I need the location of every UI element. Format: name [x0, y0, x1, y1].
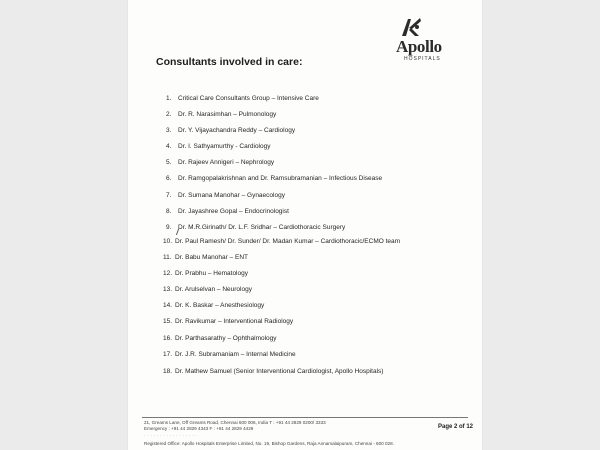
list-item: 7. Dr. Sumana Manohar – Gynaecology [166, 192, 285, 199]
list-item: 2. Dr. R. Narasimhan – Pulmonology [166, 111, 277, 118]
list-item: 3. Dr. Y. Vijayachandra Reddy – Cardiology [166, 127, 296, 134]
list-item: 5. Dr. Rajeev Annigeri – Nephrology [166, 159, 275, 166]
footer-faded-line: · · · · · · · · · · · · · · · · · [144, 433, 198, 438]
footer-divider [142, 417, 468, 418]
logo-name: Apollo [396, 37, 442, 56]
page-number: Page 2 of 12 [438, 424, 474, 430]
list-item: 17. Dr. J.R. Subramaniam – Internal Medicine [163, 351, 296, 358]
list-item: 9. Dr. M.R.Girinath/ Dr. L.F. Sridhar – Cardiothoracic Surgery [166, 224, 346, 231]
list-item: 11. Dr. Babu Manohar – ENT [163, 254, 248, 261]
list-item: 16. Dr. Parthasarathy – Ophthalmology [163, 335, 277, 342]
list-item: 15. Dr. Ravikumar – Interventional Radiology [163, 318, 294, 325]
list-item: 8. Dr. Jayashree Gopal – Endocrinologist [166, 208, 289, 215]
logo-subtitle: HOSPITALS [404, 56, 441, 62]
list-item: 12. Dr. Prabhu – Hematology [163, 270, 248, 277]
list-item: 18. Dr. Mathew Samuel (Senior Interventional Cardiologist, Apollo Hospitals) [163, 368, 384, 375]
list-item: 4. Dr. I. Sathyamurthy - Cardiology [166, 143, 271, 150]
list-item: 1. Critical Care Consultants Group – Intensive Care [166, 95, 319, 102]
section-title: Consultants involved in care: [156, 56, 303, 68]
consultant-list [128, 0, 482, 400]
footer-phone: Emergency : +91 44 2829 4343 F : +91 44 2829 4429 [144, 426, 254, 431]
list-item: 13. Dr. Arulselvan – Neurology [163, 286, 252, 293]
document-page [128, 0, 482, 450]
footer-registered-office: Registered Office: Apollo Hospitals Enterprise Limited, No. 19, Bishop Gardens, Raja Annamalaipuram, Chennai - 600 028. [144, 441, 394, 446]
list-item: 10. Dr. Paul Ramesh/ Dr. Sunder/ Dr. Madan Kumar – Cardiothoracic/ECMO team [163, 238, 401, 245]
list-item: 14. Dr. K. Baskar – Anesthesiology [163, 302, 265, 309]
list-item: 6. Dr. Ramgopalakrishnan and Dr. Ramsubramanian – Infectious Disease [166, 175, 383, 182]
footer-address: 21, Greams Lane, Off Greams Road, Chennai 600 006, India T : +91 44 2829 0200/ 3333 [144, 420, 326, 425]
